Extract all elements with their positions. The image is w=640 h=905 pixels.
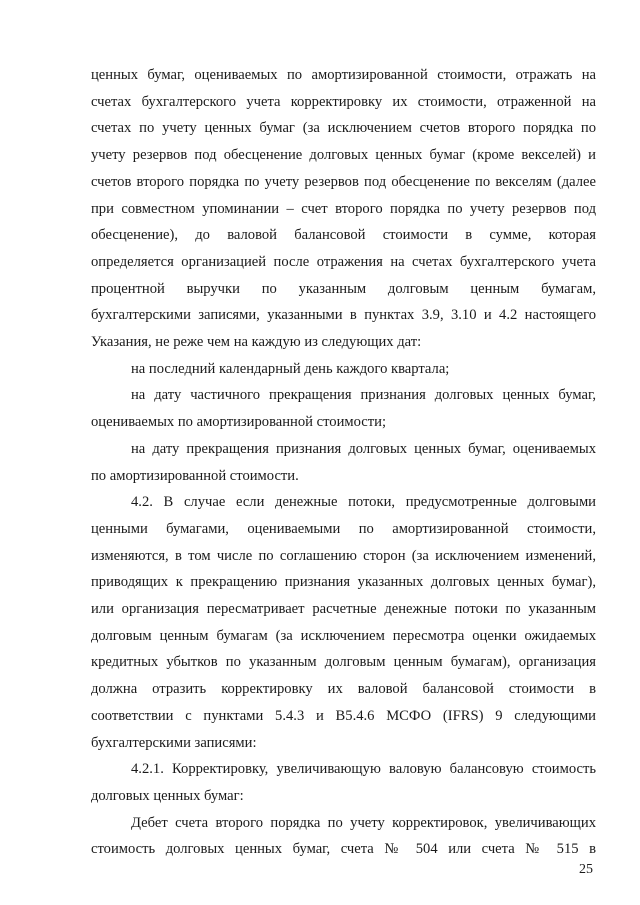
text-line: ценных бумаг, оцениваемых по амортизированной стоимости, отражать на xyxy=(91,67,596,83)
text-line: учету резервов под обесценение долговых ценных бумаг (кроме векселей) и xyxy=(91,147,596,164)
text-line: счетах бухгалтерского учета корректировку их стоимости, отраженной на xyxy=(91,93,596,110)
text-line: на дату прекращения признания долговых ценных бумаг, оцениваемых xyxy=(131,440,596,457)
text-line: кредитных убытков по указанным долговым ценным бумагам), организация xyxy=(91,654,596,671)
text-line: или организация пересматривает расчетные денежные потоки по указанным xyxy=(91,601,596,618)
text-line: процентной выручки по указанным долговым ценным бумагам, xyxy=(91,280,596,297)
text-line: на дату частичного прекращения признания долговых ценных бумаг, xyxy=(131,387,596,404)
text-line: должна отразить корректировку их валовой балансовой стоимости в xyxy=(91,681,596,698)
text-line: Указания, не реже чем на каждую из следующих дат: xyxy=(91,334,422,351)
text-line: 4.2.1. Корректировку, увеличивающую валовую балансовую стоимость xyxy=(131,761,596,778)
text-line: счетов второго порядка по учету резервов под обесценение по векселям (далее xyxy=(91,173,596,190)
page-number: 25 xyxy=(579,862,593,877)
text-line: бухгалтерскими записями, указанными в пунктах 3.9, 3.10 и 4.2 настоящего xyxy=(91,307,596,324)
text-line: при совместном упоминании – счет второго порядка по учету резервов под xyxy=(91,200,596,217)
text-line: долговых ценных бумаг: xyxy=(91,787,244,804)
text-line: приводящих к прекращению признания указанных долговых ценных бумаг), xyxy=(91,574,596,591)
text-line: счетах по учету ценных бумаг (за исключением счетов второго порядка по xyxy=(91,120,596,137)
text-line: долговым ценным бумагам (за исключением пересмотра оценки ожидаемых xyxy=(91,627,596,644)
text-line: обесценение), до валовой балансовой стоимости в сумме, которая xyxy=(91,227,596,244)
document-body xyxy=(91,62,596,863)
text-line: изменяются, в том числе по соглашению сторон (за исключением изменений, xyxy=(91,547,596,564)
text-line: соответствии с пунктами 5.4.3 и B5.4.6 МСФО (IFRS) 9 следующими xyxy=(91,707,596,724)
text-line: 4.2. В случае если денежные потоки, предусмотренные долговыми xyxy=(131,494,596,511)
text-line: стоимость долговых ценных бумаг, счета № 504 или счета № 515 в xyxy=(91,841,596,858)
text-line: Дебет счета второго порядка по учету корректировок, увеличивающих xyxy=(131,814,596,831)
text-line: бухгалтерскими записями: xyxy=(91,734,257,751)
text-line: по амортизированной стоимости. xyxy=(91,467,299,484)
text-line: ценными бумагами, оцениваемыми по амортизированной стоимости, xyxy=(91,520,596,537)
text-line: определяется организацией после отражения на счетах бухгалтерского учета xyxy=(91,253,596,270)
text-line: на последний календарный день каждого квартала; xyxy=(131,360,450,377)
text-line: оцениваемых по амортизированной стоимости; xyxy=(91,414,387,431)
